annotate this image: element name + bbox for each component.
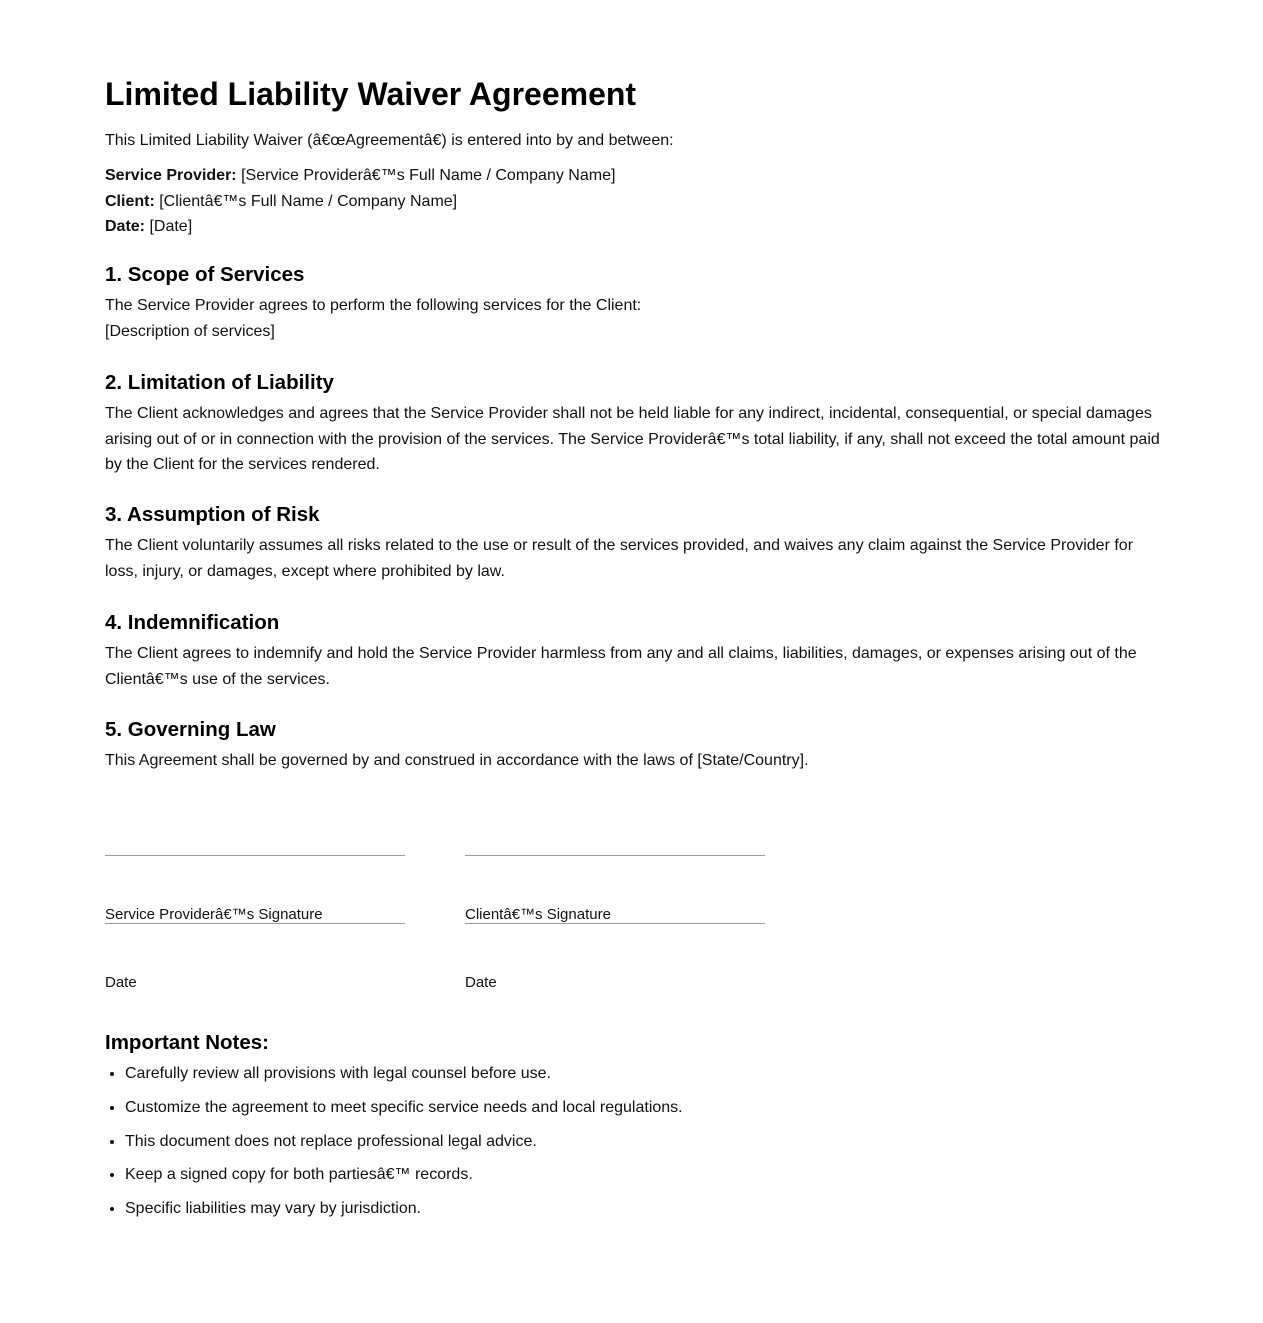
parties-block — [105, 163, 615, 240]
section-body: The Client acknowledges and agrees that the Service Provider shall not be held liable for any indirect, incidental, consequential, or special damages arising out of or in connection with the provision of the services. The Service Providerâ€™s total liability, if any, shall not exceed the total amount paid by the Client for the services rendered. — [105, 405, 1160, 474]
section-line: The Service Provider agrees to perform the following services for the Client: — [105, 297, 642, 314]
provider-signature-line[interactable] — [105, 855, 405, 856]
client-signature-line[interactable] — [465, 855, 765, 856]
party-value: [Date] — [145, 218, 193, 235]
intro-paragraph: This Limited Liability Waiver (â€œAgreementâ€) is entered into by and between: — [105, 132, 674, 149]
section-limitation-of-liability — [105, 370, 1160, 478]
provider-date-label: Date — [105, 974, 137, 991]
section-heading: 2. Limitation of Liability — [105, 371, 334, 394]
section-indemnification — [105, 610, 1160, 692]
party-label: Client: — [105, 192, 155, 210]
party-label: Service Provider: — [105, 167, 237, 184]
important-notes-heading: Important Notes: — [105, 1031, 269, 1054]
provider-date-line[interactable] — [105, 923, 405, 924]
section-body — [105, 293, 1160, 344]
party-value: [Clientâ€™s Full Name / Company Name] — [154, 192, 458, 210]
section-governing-law — [105, 717, 1160, 774]
section-body: The Client agrees to indemnify and hold the Service Provider harmless from any and all claims, liabilities, damages, or expenses arising out of the Clientâ€™s use of the services. — [105, 645, 1137, 688]
list-item: • Specific liabilities may vary by jurisdiction. — [125, 1199, 683, 1219]
section-heading: 4. Indemnification — [105, 611, 280, 634]
important-notes-list — [105, 1064, 683, 1233]
client-signature-label: Clientâ€™s Signature — [465, 906, 611, 923]
section-heading: 1. Scope of Services — [105, 263, 305, 286]
section-heading: 3. Assumption of Risk — [105, 503, 320, 526]
list-item: • Customize the agreement to meet specific service needs and local regulations. — [125, 1098, 683, 1118]
section-line: [Description of services] — [105, 322, 275, 340]
section-assumption-of-risk — [105, 502, 1160, 584]
section-scope-of-services — [105, 262, 1160, 344]
provider-signature-label: Service Providerâ€™s Signature — [105, 906, 323, 923]
party-service-provider — [105, 163, 615, 189]
party-value: [Service Providerâ€™s Full Name / Company Name] — [236, 167, 616, 184]
section-body: The Client voluntarily assumes all risks related to the use or result of the services provided, and waives any claim against the Service Provider for loss, injury, or damages, except where prohibited by law. — [105, 537, 1134, 580]
party-label: Date: — [105, 218, 146, 235]
list-item: • Carefully review all provisions with legal counsel before use. — [125, 1064, 683, 1084]
section-heading: 5. Governing Law — [105, 718, 276, 741]
document-title: Limited Liability Waiver Agreement — [105, 76, 637, 112]
party-client — [105, 189, 615, 215]
list-item: • This document does not replace professional legal advice. — [125, 1132, 683, 1152]
party-date — [105, 214, 615, 240]
client-date-label: Date — [465, 974, 497, 991]
section-body: This Agreement shall be governed by and construed in accordance with the laws of [State/Country]. — [105, 752, 809, 769]
list-item: • Keep a signed copy for both partiesâ€™ records. — [125, 1165, 683, 1185]
client-date-line[interactable] — [465, 923, 765, 924]
